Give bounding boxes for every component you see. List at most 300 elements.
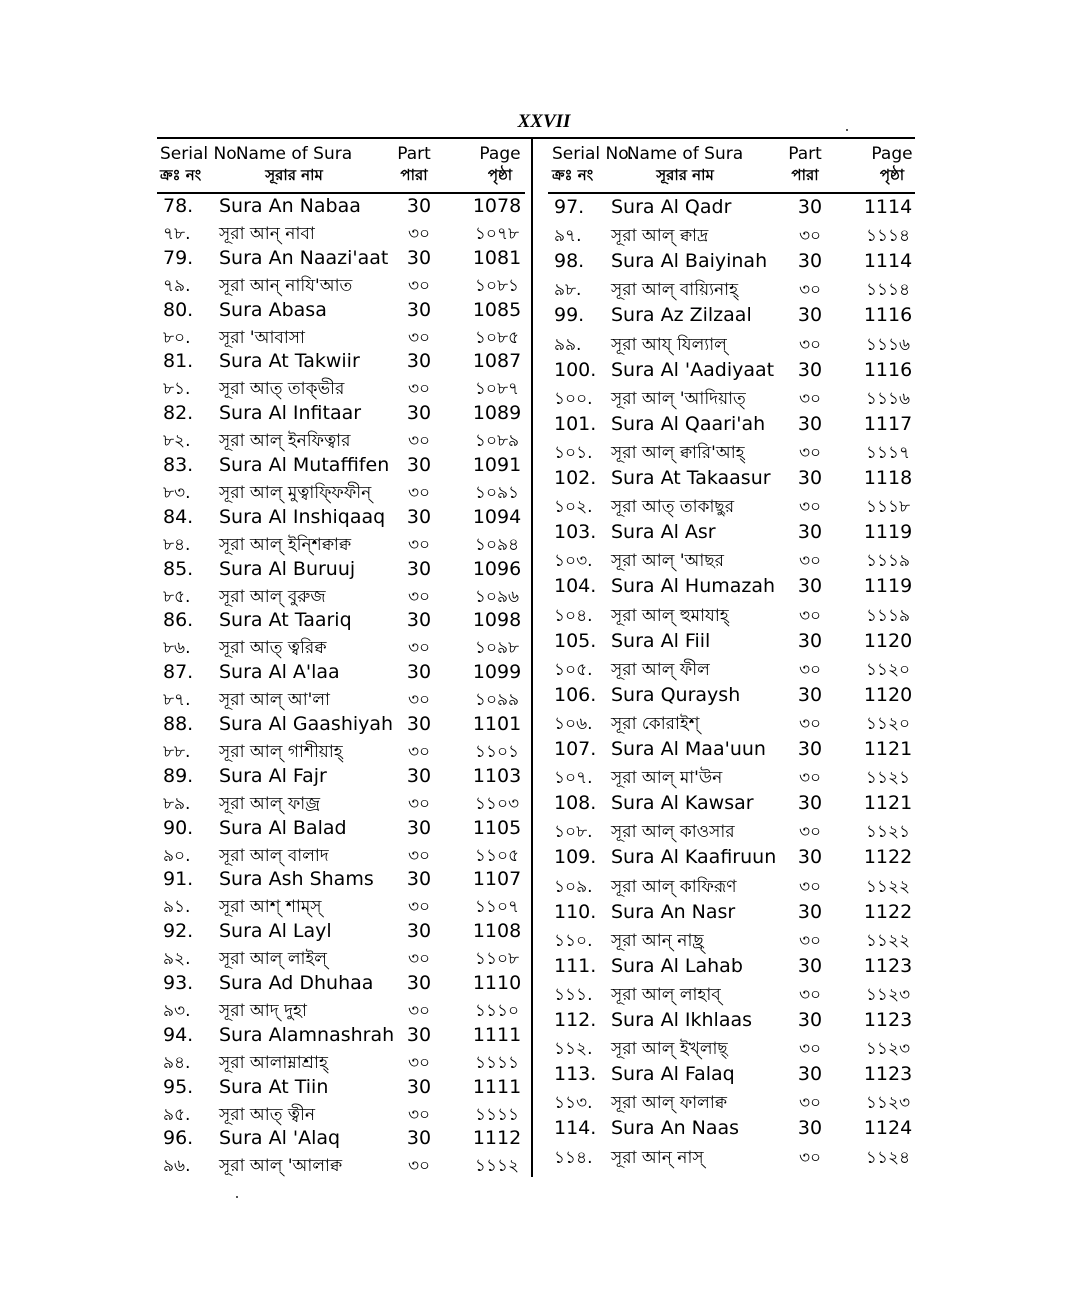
cell-serial: ১০১.	[554, 442, 593, 463]
cell-serial: ৮৬.	[163, 638, 191, 659]
cell-page: ১১১৯	[865, 551, 911, 572]
cell-serial: 79.	[163, 246, 194, 269]
cell-serial: ১০৮.	[554, 822, 593, 843]
cell-name: Sura Al 'Alaq	[219, 1127, 341, 1150]
cell-page: 1117	[863, 412, 913, 435]
cell-name: সূরা আল্ ইন্শিক্বাক্ব	[219, 534, 352, 555]
cell-part: ৩০	[407, 845, 431, 866]
cell-name: সূরা আল্ ইখ্লাছ্	[611, 1039, 728, 1060]
cell-page: ১১১১	[474, 1104, 520, 1125]
cell-page: 1122	[863, 900, 913, 923]
cell-name: Sura Alamnashrah	[219, 1023, 395, 1046]
cell-part: 30	[797, 196, 823, 218]
header-page-left	[470, 144, 530, 186]
cell-name: Sura Al Baiyinah	[611, 250, 768, 273]
cell-page: 1119	[863, 575, 913, 598]
cell-name: সূরা আত্ তাক্ভীর	[219, 379, 345, 400]
cell-serial: 113.	[554, 1063, 597, 1086]
cell-name: Sura Az Zilzaal	[611, 304, 752, 327]
header-rule-right	[548, 192, 915, 194]
cell-page: 1120	[863, 629, 913, 652]
cell-name: Sura Ash Shams	[219, 868, 374, 891]
cell-page: ১১০৫	[474, 845, 520, 866]
cell-name: Sura An Naazi'aat	[219, 246, 389, 269]
cell-page: 1116	[863, 304, 913, 327]
cell-page: ১১২৪	[865, 1147, 911, 1168]
cell-serial: ৮২.	[163, 431, 191, 452]
cell-part: ৩০	[407, 949, 431, 970]
cell-serial: ৮৭.	[163, 690, 191, 711]
header-page-bn: পৃষ্ঠা	[879, 166, 905, 184]
cell-page: ১১২৩	[865, 1039, 911, 1060]
cell-page: 1112	[472, 1127, 522, 1150]
cell-part: 30	[797, 1063, 823, 1086]
cell-serial: 90.	[163, 816, 194, 839]
cell-name: Sura Al A'laa	[219, 661, 340, 684]
cell-serial: ৯৩.	[163, 1000, 191, 1021]
cell-name: Sura Al Mutaffifen	[219, 454, 390, 476]
cell-name: সূরা আন্ নাবা	[219, 223, 315, 244]
cell-name: Sura An Nabaa	[219, 195, 361, 217]
cell-name: Sura Al Lahab	[611, 954, 743, 977]
cell-serial: 96.	[163, 1127, 194, 1150]
cell-page: ১১১৭	[865, 442, 911, 463]
cell-page: 1124	[863, 1117, 913, 1140]
cell-part: ৩০	[798, 280, 822, 301]
cell-page: 1123	[863, 954, 913, 977]
cell-serial: 89.	[163, 764, 194, 787]
cell-part: ৩০	[407, 431, 431, 452]
cell-part: 30	[406, 1127, 432, 1150]
cell-serial: ১১২.	[554, 1039, 593, 1060]
cell-part: 30	[797, 250, 823, 273]
cell-name: Sura Al Ikhlaas	[611, 1009, 753, 1031]
cell-part: 30	[797, 575, 823, 598]
cell-page: ১১০৭	[474, 897, 520, 918]
header-part-en: Part	[788, 144, 822, 164]
cell-name: সূরা আল্ ইনফিত্বার	[219, 431, 351, 452]
cell-page: ১১২০	[865, 659, 911, 680]
cell-serial: ১০২.	[554, 497, 593, 518]
column-divider	[531, 137, 533, 1177]
cell-page: ১১১৬	[865, 388, 911, 409]
scan-speck	[236, 1196, 238, 1198]
cell-page: 1096	[472, 557, 522, 580]
cell-serial: 109.	[554, 846, 597, 869]
cell-name: Sura At Tiin	[219, 1075, 329, 1098]
cell-part: 30	[797, 304, 823, 327]
cell-name: সূরা আল্ আ'লা	[219, 690, 330, 711]
cell-name: সূরা আয্ যিল্যাল্	[611, 334, 727, 355]
cell-page: 1114	[863, 196, 913, 218]
cell-part: 30	[797, 954, 823, 977]
scan-speck	[846, 129, 848, 131]
cell-name: সূরা আন্ নাছ্র্	[611, 930, 704, 951]
header-page-right	[862, 144, 922, 186]
cell-page: ১১১১	[474, 1052, 520, 1073]
cell-serial: 91.	[163, 868, 194, 891]
cell-name: সূরা আল্ ফাজ্র	[219, 793, 321, 814]
cell-part: 30	[406, 298, 432, 321]
cell-name: সূরা আদ্ দুহা	[219, 1000, 307, 1021]
cell-part: 30	[797, 792, 823, 815]
cell-name: Sura Al Asr	[611, 521, 716, 544]
cell-part: ৩০	[407, 534, 431, 555]
cell-name: Sura An Naas	[611, 1117, 740, 1140]
cell-page: 1116	[863, 358, 913, 381]
cell-name: Sura Al Qaari'ah	[611, 412, 766, 435]
cell-serial: 88.	[163, 713, 194, 735]
cell-page: ১০৯১	[474, 482, 520, 503]
cell-part: ৩০	[407, 586, 431, 607]
cell-part: 30	[797, 900, 823, 923]
cell-page: 1123	[863, 1063, 913, 1086]
header-name-bn: সূরার নাম	[265, 166, 323, 184]
cell-name: Sura Ad Dhuhaa	[219, 972, 374, 994]
cell-name: Sura Al Inshiqaaq	[219, 505, 386, 528]
cell-page: ১১২৩	[865, 984, 911, 1005]
header-page-en: Page	[479, 144, 521, 164]
cell-serial: ৮৫.	[163, 586, 191, 607]
cell-name: সূরা আল্ মা'উন	[611, 768, 723, 789]
cell-name: সূরা আল্ কাফিরূণ	[611, 876, 737, 897]
cell-page: ১০৮৫	[474, 327, 520, 348]
cell-name: সূরা আলাম্নাশ্রাহ্	[219, 1052, 328, 1073]
cell-name: Sura Al 'Aadiyaat	[611, 358, 775, 381]
cell-name: Sura Al Kawsar	[611, 792, 754, 815]
cell-serial: 98.	[554, 250, 585, 273]
cell-name: সূরা আল্ ক্বাদ্র	[611, 226, 709, 247]
cell-part: ৩০	[407, 223, 431, 244]
cell-part: ৩০	[798, 713, 822, 734]
cell-part: ৩০	[407, 793, 431, 814]
cell-serial: ৭৮.	[163, 223, 191, 244]
cell-serial: 82.	[163, 402, 194, 425]
cell-name: সূরা আল্ ফালাক্ব	[611, 1093, 727, 1114]
cell-serial: ১১০.	[554, 930, 593, 951]
header-serial-left	[160, 144, 242, 186]
cell-serial: ৯৫.	[163, 1104, 191, 1125]
cell-name: Sura Al Balad	[219, 816, 347, 839]
cell-serial: ৮৮.	[163, 741, 191, 762]
cell-name: সূরা আন্ নাযি'আত	[219, 275, 353, 296]
header-part-bn: পারা	[791, 166, 819, 184]
cell-name: সূরা আল্ 'আছর	[611, 551, 724, 572]
cell-serial: 94.	[163, 1023, 194, 1046]
cell-page: ১১২২	[865, 876, 911, 897]
cell-part: ৩০	[798, 876, 822, 897]
header-serial-en: Serial No.	[552, 144, 634, 164]
cell-serial: 102.	[554, 467, 597, 489]
cell-serial: 85.	[163, 557, 194, 580]
header-part-right	[775, 144, 835, 186]
cell-serial: 81.	[163, 350, 194, 373]
cell-name: সূরা আল্ 'আদিয়াত্	[611, 388, 746, 409]
cell-page: 1120	[863, 683, 913, 706]
cell-page: 1114	[863, 250, 913, 273]
cell-part: ৩০	[798, 497, 822, 518]
cell-serial: 107.	[554, 738, 597, 760]
cell-page: 1122	[863, 846, 913, 869]
cell-part: 30	[797, 1117, 823, 1140]
cell-page: ১১১০	[474, 1000, 520, 1021]
cell-part: 30	[406, 350, 432, 373]
cell-page: 1089	[472, 402, 522, 425]
cell-part: ৩০	[407, 327, 431, 348]
cell-part: 30	[406, 713, 432, 735]
cell-page: 1108	[472, 920, 522, 943]
header-serial-en: Serial No.	[160, 144, 242, 164]
cell-serial: ৯৯.	[554, 334, 582, 355]
cell-part: 30	[797, 521, 823, 544]
cell-name: সূরা আত্ ত্বরিক্ব	[219, 638, 327, 659]
header-page-en: Page	[871, 144, 913, 164]
cell-serial: 93.	[163, 972, 194, 994]
cell-serial: ১০৭.	[554, 768, 593, 789]
cell-serial: ৮০.	[163, 327, 191, 348]
cell-serial: ১০০.	[554, 388, 593, 409]
cell-page: 1098	[472, 609, 522, 632]
cell-page: 1091	[472, 454, 522, 476]
cell-part: ৩০	[798, 1147, 822, 1168]
cell-page: ১১২১	[865, 822, 911, 843]
cell-part: ৩০	[407, 1052, 431, 1073]
cell-serial: ১০৯.	[554, 876, 593, 897]
cell-part: 30	[406, 402, 432, 425]
cell-serial: 108.	[554, 792, 597, 815]
cell-page: ১১১৮	[865, 497, 911, 518]
cell-name: Sura Al Fiil	[611, 629, 711, 652]
cell-serial: 104.	[554, 575, 597, 598]
header-name-bn: সূরার নাম	[656, 166, 714, 184]
cell-page: 1119	[863, 521, 913, 544]
cell-name: সূরা আল্ মুত্বাফ্ফিফীন্	[219, 482, 372, 503]
cell-page: 1107	[472, 868, 522, 891]
cell-name: Sura Al Infitaar	[219, 402, 362, 425]
cell-name: সূরা আশ্ শাম্স্	[219, 897, 322, 918]
cell-page: 1087	[472, 350, 522, 373]
cell-page: 1094	[472, 505, 522, 528]
cell-page: ১১০৩	[474, 793, 520, 814]
cell-serial: 80.	[163, 298, 194, 321]
cell-serial: ৯২.	[163, 949, 191, 970]
cell-name: সূরা 'আবাসা	[219, 327, 305, 348]
cell-page: ১১২০	[865, 713, 911, 734]
cell-serial: 112.	[554, 1009, 597, 1031]
cell-part: 30	[406, 920, 432, 943]
cell-name: Sura At Takaasur	[611, 467, 771, 489]
cell-name: Sura An Nasr	[611, 900, 736, 923]
cell-serial: 110.	[554, 900, 597, 923]
cell-part: ৩০	[407, 1104, 431, 1125]
cell-serial: ১১১.	[554, 984, 593, 1005]
cell-serial: ৮৩.	[163, 482, 191, 503]
cell-name: Sura Al Buruuj	[219, 557, 356, 580]
cell-name: Sura At Taariq	[219, 609, 352, 632]
cell-part: ৩০	[407, 690, 431, 711]
cell-part: 30	[406, 195, 432, 217]
cell-page: ১১০১	[474, 741, 520, 762]
header-name-en: Name of Sura	[626, 144, 744, 164]
cell-part: ৩০	[407, 482, 431, 503]
cell-part: ৩০	[407, 1000, 431, 1021]
cell-name: সূরা আল্ বুরুজ	[219, 586, 326, 607]
header-rule-left	[157, 192, 525, 194]
cell-page: ১১২২	[865, 930, 911, 951]
cell-page: ১১২৩	[865, 1093, 911, 1114]
cell-part: ৩০	[407, 1156, 431, 1177]
header-serial-bn: ক্রঃ নং	[552, 166, 594, 184]
cell-name: Sura At Takwiir	[219, 350, 360, 373]
cell-page: ১০৯৮	[474, 638, 520, 659]
cell-name: Sura Al Qadr	[611, 196, 732, 218]
cell-part: 30	[406, 1023, 432, 1046]
cell-page: 1111	[472, 1023, 522, 1046]
cell-serial: 111.	[554, 954, 597, 977]
cell-name: Sura Abasa	[219, 298, 327, 321]
cell-part: 30	[406, 661, 432, 684]
header-name-right	[625, 144, 745, 186]
cell-part: 30	[406, 454, 432, 476]
cell-page: ১১০৮	[474, 949, 520, 970]
cell-page: ১১১৯	[865, 605, 911, 626]
cell-page: ১১১৬	[865, 334, 911, 355]
cell-page: ১০৮১	[474, 275, 520, 296]
cell-serial: ১০৫.	[554, 659, 593, 680]
cell-part: 30	[797, 738, 823, 760]
cell-serial: 114.	[554, 1117, 597, 1140]
cell-serial: ১১৪.	[554, 1147, 593, 1168]
cell-name: সূরা আল্ 'আলাক্ব	[219, 1156, 343, 1177]
cell-page: 1121	[863, 792, 913, 815]
cell-part: ৩০	[798, 551, 822, 572]
cell-part: ৩০	[798, 226, 822, 247]
cell-part: ৩০	[798, 984, 822, 1005]
header-name-left	[234, 144, 354, 186]
cell-page: ১০৭৮	[474, 223, 520, 244]
cell-part: ৩০	[407, 379, 431, 400]
header-part-en: Part	[397, 144, 431, 164]
cell-page: 1085	[472, 298, 522, 321]
cell-part: ৩০	[798, 659, 822, 680]
cell-serial: 78.	[163, 195, 194, 217]
cell-part: 30	[797, 412, 823, 435]
cell-serial: 99.	[554, 304, 585, 327]
cell-part: 30	[797, 846, 823, 869]
cell-serial: 84.	[163, 505, 194, 528]
cell-name: সূরা আত্ ত্বীন	[219, 1104, 316, 1125]
cell-part: 30	[406, 609, 432, 632]
cell-part: 30	[406, 972, 432, 994]
header-name-en: Name of Sura	[235, 144, 353, 164]
cell-page: ১০৮৯	[474, 431, 520, 452]
cell-name: Sura Quraysh	[611, 683, 741, 706]
cell-page: ১০৯৪	[474, 534, 520, 555]
cell-part: 30	[797, 683, 823, 706]
cell-page: 1081	[472, 246, 522, 269]
cell-part: ৩০	[798, 822, 822, 843]
cell-serial: ৮৯.	[163, 793, 191, 814]
cell-page: 1118	[863, 467, 913, 489]
cell-name: সূরা আল্ বায়্যিনাহ্	[611, 280, 739, 301]
cell-name: সূরা আল্ হুমাযাহ্	[611, 605, 729, 626]
header-part-left	[384, 144, 444, 186]
cell-name: সূরা আন্ নাস্	[611, 1147, 704, 1168]
cell-serial: ৮৪.	[163, 534, 191, 555]
cell-serial: ৭৯.	[163, 275, 191, 296]
cell-part: ৩০	[798, 388, 822, 409]
cell-page: ১১১৪	[865, 280, 911, 301]
cell-part: 30	[797, 467, 823, 489]
cell-name: Sura Al Kaafiruun	[611, 846, 777, 869]
cell-part: 30	[406, 764, 432, 787]
cell-name: Sura Al Gaashiyah	[219, 713, 394, 735]
cell-page: ১০৮৭	[474, 379, 520, 400]
cell-name: সূরা আল্ বালাদ	[219, 845, 329, 866]
cell-part: ৩০	[798, 605, 822, 626]
cell-serial: ৯৪.	[163, 1052, 191, 1073]
cell-part: ৩০	[407, 275, 431, 296]
cell-serial: ১১৩.	[554, 1093, 593, 1114]
cell-page: 1123	[863, 1009, 913, 1031]
cell-serial: ৯৮.	[554, 280, 582, 301]
cell-serial: 97.	[554, 196, 585, 218]
cell-part: 30	[406, 868, 432, 891]
cell-page: 1078	[472, 195, 522, 217]
cell-page: 1111	[472, 1075, 522, 1098]
cell-serial: 100.	[554, 358, 597, 381]
cell-part: 30	[406, 246, 432, 269]
cell-page: ১০৯৯	[474, 690, 520, 711]
cell-serial: ১০৪.	[554, 605, 593, 626]
page-number: XXVII	[517, 111, 571, 132]
cell-part: 30	[406, 816, 432, 839]
cell-page: ১০৯৬	[474, 586, 520, 607]
cell-page: 1099	[472, 661, 522, 684]
cell-page: 1121	[863, 738, 913, 760]
cell-name: Sura Al Maa'uun	[611, 738, 766, 760]
cell-part: ৩০	[407, 638, 431, 659]
cell-name: সূরা আত্ তাকাছুর	[611, 497, 735, 518]
cell-part: ৩০	[798, 1039, 822, 1060]
header-serial-bn: ক্রঃ নং	[160, 166, 202, 184]
cell-part: ৩০	[798, 930, 822, 951]
cell-name: Sura Al Fajr	[219, 764, 327, 787]
cell-name: Sura Al Falaq	[611, 1063, 735, 1086]
cell-serial: 95.	[163, 1075, 194, 1098]
cell-serial: 92.	[163, 920, 194, 943]
cell-serial: 86.	[163, 609, 194, 632]
cell-page: ১১১৪	[865, 226, 911, 247]
cell-page: 1110	[472, 972, 522, 994]
cell-serial: 101.	[554, 412, 597, 435]
cell-name: সূরা আল্ লাহাব্	[611, 984, 721, 1005]
header-serial-right	[552, 144, 634, 186]
cell-part: ৩০	[798, 442, 822, 463]
cell-part: ৩০	[798, 1093, 822, 1114]
cell-serial: 105.	[554, 629, 597, 652]
header-page-bn: পৃষ্ঠা	[487, 166, 513, 184]
cell-name: সূরা আল্ লাইল্	[219, 949, 327, 970]
table-top-rule	[157, 137, 915, 139]
cell-serial: ৯৭.	[554, 226, 582, 247]
cell-name: সূরা আল্ গাশীয়াহ্	[219, 741, 343, 762]
cell-part: 30	[797, 358, 823, 381]
cell-part: 30	[797, 629, 823, 652]
cell-part: ৩০	[407, 897, 431, 918]
cell-serial: 106.	[554, 683, 597, 706]
cell-page: 1103	[472, 764, 522, 787]
